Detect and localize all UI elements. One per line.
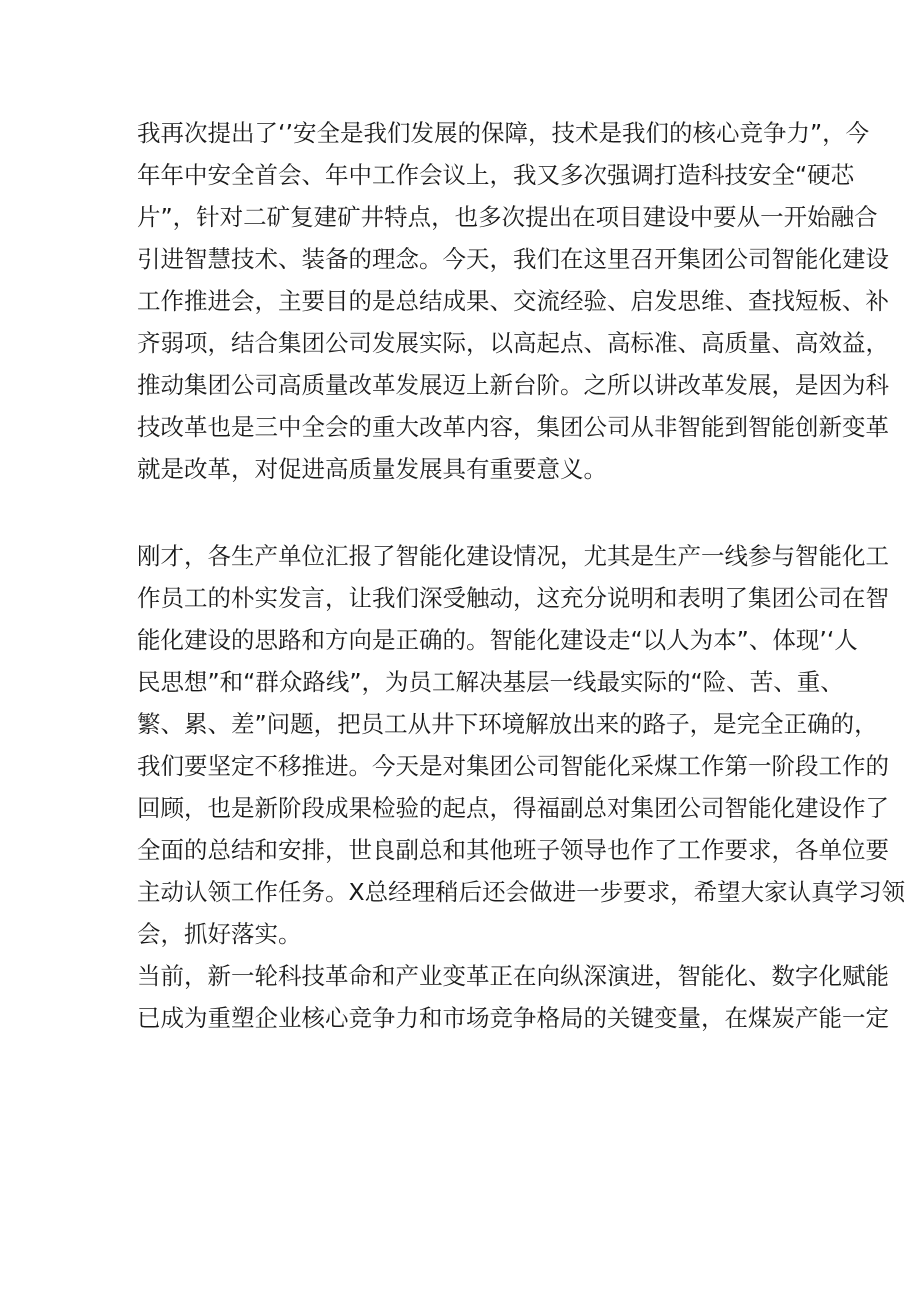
paragraph-line: 民思想”和“群众路线”，为员工解决基层一线最实际的“险、苦、重、 — [137, 668, 844, 696]
paragraph-line: 当前，新一轮科技革命和产业变革正在向纵深演进，智能化、数字化赋能 — [137, 962, 889, 990]
paragraph-line: 全面的总结和安排，世良副总和其他班子领导也作了工作要求，各单位要 — [137, 836, 889, 864]
paragraph-line: 会，抓好落实。 — [137, 920, 302, 948]
paragraph-line: 技改革也是三中全会的重大改革内容，集团公司从非智能到智能创新变革 — [137, 413, 889, 441]
paragraph-line: 年年中安全首会、年中工作会议上，我又多次强调打造科技安全“硬芯 — [137, 161, 855, 189]
paragraph-line: 就是改革，对促进高质量发展具有重要意义。 — [137, 455, 607, 483]
paragraph-line: 我再次提出了‘’安全是我们发展的保障，技术是我们的核心竞争力”，今 — [137, 119, 870, 147]
paragraph-line: 回顾，也是新阶段成果检验的起点，得福副总对集团公司智能化建设作了 — [137, 794, 889, 822]
paragraph-line: 作员工的朴实发言，让我们深受触动，这充分说明和表明了集团公司在智 — [137, 584, 889, 612]
paragraph-line: 已成为重塑企业核心竞争力和市场竞争格局的关键变量，在煤炭产能一定 — [137, 1004, 889, 1032]
paragraph-line: 工作推进会，主要目的是总结成果、交流经验、启发思维、查找短板、补 — [137, 287, 889, 315]
paragraph-line: 片”，针对二矿复建矿井特点，也多次提出在项目建设中要从一开始融合 — [137, 203, 878, 231]
paragraph-line: 能化建设的思路和方向是正确的。智能化建设走“以人为本”、体现’‘人 — [137, 626, 858, 654]
paragraph-line: 推动集团公司高质量改革发展迈上新台阶。之所以讲改革发展，是因为科 — [137, 371, 889, 399]
paragraph-line: 主动认领工作任务。X总经理稍后还会做进一步要求，希望大家认真学习领 — [137, 878, 906, 906]
paragraph-line: 引进智慧技术、装备的理念。今天，我们在这里召开集团公司智能化建设 — [137, 245, 889, 273]
paragraph-line: 刚才，各生产单位汇报了智能化建设情况，尤其是生产一线参与智能化工 — [137, 542, 889, 570]
paragraph-line: 我们要坚定不移推进。今天是对集团公司智能化采煤工作第一阶段工作的 — [137, 752, 889, 780]
paragraph-line: 齐弱项，结合集团公司发展实际，以高起点、高标准、高质量、高效益， — [137, 329, 889, 357]
paragraph-line: 繁、累、差”问题，把员工从井下环境解放出来的路子，是完全正确的， — [137, 710, 878, 738]
